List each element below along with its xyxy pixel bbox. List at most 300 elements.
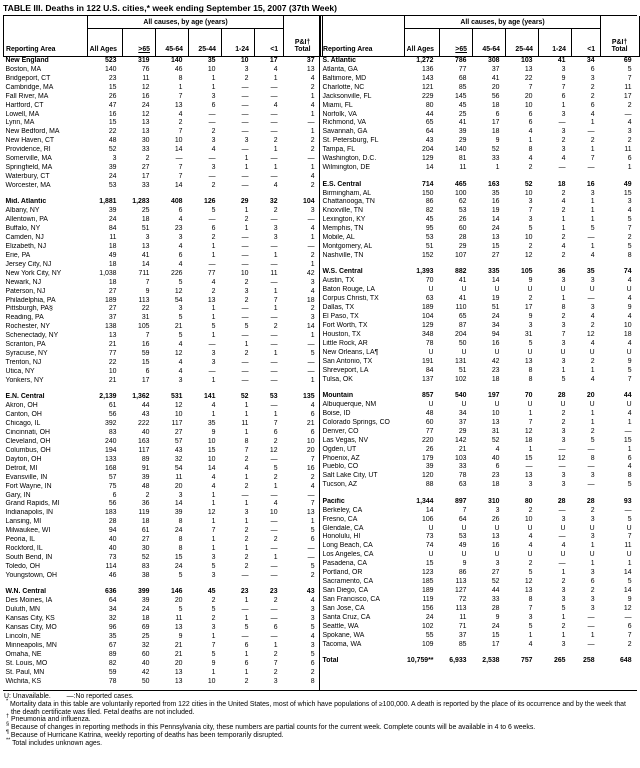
value-cell: 48 (141, 482, 150, 490)
value-cell: 3 (178, 305, 183, 313)
value-cell: 20 (174, 597, 183, 605)
value-cell: 43 (306, 588, 315, 596)
table-row (4, 563, 323, 572)
value-cell: 189 (422, 304, 434, 312)
value-cell: 23 (491, 472, 500, 480)
reporting-area-cell: Albany, NY (5, 207, 40, 215)
value-cell: 35 (207, 420, 216, 428)
value-cell: 2 (211, 615, 216, 623)
table-row (4, 624, 323, 633)
value-cell: 2 (561, 578, 566, 586)
value-cell: 30 (141, 137, 150, 145)
value-cell: 74 (425, 542, 434, 550)
value-cell: 39 (108, 207, 117, 215)
value-cell: 2 (244, 296, 249, 304)
value-cell: 6 (528, 119, 533, 127)
value-cell: 1 (244, 155, 249, 163)
value-cell: U (461, 286, 467, 294)
value-cell: 14 (425, 164, 434, 172)
table-row (4, 155, 323, 164)
table-row (4, 207, 323, 216)
value-cell: 10 (207, 455, 216, 463)
col-header-lt1: <1 (572, 29, 601, 57)
reporting-area-cell: Grand Rapids, MI (5, 500, 60, 508)
value-cell: 142 (455, 436, 467, 444)
value-cell: — (587, 164, 595, 172)
value-cell: 1 (561, 569, 566, 577)
reporting-area-cell: Tampa, FL (322, 146, 356, 154)
reporting-area-cell: Camden, NJ (5, 234, 44, 242)
value-cell: 33 (458, 463, 467, 471)
value-cell: 84 (425, 366, 434, 374)
value-cell: 5 (627, 366, 632, 374)
value-cell: 4 (178, 367, 183, 375)
reporting-area-cell: Cambridge, MA (5, 83, 54, 91)
value-cell: 34 (458, 409, 467, 417)
spacer-row (4, 386, 323, 394)
table-right-half (320, 16, 637, 690)
value-cell: 5 (561, 604, 566, 612)
value-cell: 2 (590, 427, 595, 435)
value-cell: 13 (306, 509, 315, 517)
value-cell: 12 (524, 578, 533, 586)
table-row (4, 119, 323, 128)
value-cell: — (241, 305, 249, 313)
value-cell: 4 (561, 155, 566, 163)
table-row (321, 507, 640, 516)
value-cell: 52 (491, 146, 500, 154)
value-cell: 32 (174, 455, 183, 463)
value-cell: — (270, 606, 278, 614)
reporting-area-cell: Portland, OR (322, 569, 363, 577)
value-cell: 133 (105, 455, 117, 463)
value-cell: 42 (306, 269, 315, 277)
reporting-area-cell: Corpus Christi, TX (322, 295, 379, 303)
value-cell: 104 (303, 198, 315, 206)
value-cell: 1 (211, 632, 216, 640)
table-row (321, 243, 640, 252)
value-cell: 20 (174, 482, 183, 490)
reporting-area-cell: W.N. Central (5, 588, 47, 596)
value-cell: 1 (310, 110, 315, 118)
value-cell: 2 (244, 482, 249, 490)
value-cell: — (270, 376, 278, 384)
reporting-area-cell: Phoenix, AZ (322, 454, 360, 462)
value-cell: 1 (310, 376, 315, 384)
value-cell: 3 (310, 278, 315, 286)
value-cell: 18 (141, 216, 150, 224)
value-cell: U (527, 551, 533, 559)
value-cell: 3 (244, 509, 249, 517)
value-cell: 2 (561, 313, 566, 321)
table-row (321, 349, 640, 358)
reporting-area-cell: Los Angeles, CA (322, 551, 374, 559)
value-cell: — (241, 101, 249, 109)
value-cell: 47 (108, 101, 117, 109)
value-cell: 4 (561, 542, 566, 550)
value-cell: 78 (425, 339, 434, 347)
value-cell: 1 (211, 518, 216, 526)
value-cell: — (558, 463, 566, 471)
value-cell: 41 (491, 74, 500, 82)
value-cell: 5 (178, 332, 183, 340)
value-cell: 39 (425, 463, 434, 471)
value-cell: 1 (211, 74, 216, 82)
table-row (4, 341, 323, 350)
value-cell: 204 (455, 330, 467, 338)
value-cell: 113 (455, 604, 467, 612)
value-cell: 50 (458, 339, 467, 347)
table-row (321, 401, 640, 410)
value-cell: 12 (141, 83, 150, 91)
value-cell: 6 (112, 491, 117, 499)
reporting-area-cell: Little Rock, AR (322, 339, 368, 347)
table-row (4, 554, 323, 563)
reporting-area-cell: Miami, FL (322, 101, 353, 109)
value-cell: 13 (108, 332, 117, 340)
value-cell: — (208, 119, 216, 127)
col-header-pi-total: P&I† Total (601, 29, 640, 57)
table-row (4, 536, 323, 545)
value-cell: 53 (425, 234, 434, 242)
value-cell: 3 (561, 436, 566, 444)
value-cell: 7 (178, 164, 183, 172)
reporting-area-cell: Albuquerque, NM (322, 400, 377, 408)
value-cell: 14 (141, 260, 150, 268)
value-cell: 55 (425, 631, 434, 639)
value-cell: 26 (491, 515, 500, 523)
table-row (4, 500, 323, 509)
table-row (4, 465, 323, 474)
reporting-area-cell: Long Beach, CA (322, 542, 373, 550)
value-cell: 2 (590, 92, 595, 100)
value-cell: 15 (141, 359, 150, 367)
value-cell: 16 (108, 110, 117, 118)
value-cell: — (624, 506, 632, 514)
value-cell: 8 (310, 677, 315, 685)
value-cell: 129 (422, 155, 434, 163)
table-row (321, 587, 640, 596)
table-row (4, 332, 323, 341)
value-cell: — (307, 545, 315, 553)
value-cell: 1 (528, 631, 533, 639)
value-cell: 4 (590, 313, 595, 321)
value-cell: 7 (178, 172, 183, 180)
value-cell: 1 (211, 314, 216, 322)
value-cell: 1 (310, 92, 315, 100)
value-cell: — (558, 164, 566, 172)
value-cell: 33 (141, 146, 150, 154)
table-row (321, 84, 640, 93)
table-row (4, 350, 323, 359)
value-cell: 23 (491, 366, 500, 374)
value-cell: 40 (141, 659, 150, 667)
value-cell: 1 (211, 243, 216, 251)
value-cell: 3 (178, 491, 183, 499)
value-cell: 27 (174, 429, 183, 437)
reporting-area-cell: W.S. Central (322, 268, 363, 276)
value-cell: U (428, 348, 434, 356)
col-header-45-64: 45-64 (156, 29, 189, 57)
value-cell: — (307, 341, 315, 349)
table-row (4, 102, 323, 111)
value-cell: 31 (491, 427, 500, 435)
value-cell: 9 (211, 659, 216, 667)
value-cell: 4 (273, 101, 278, 109)
reporting-area-cell: Seattle, WA (322, 622, 359, 630)
value-cell: 18 (108, 243, 117, 251)
value-cell: 1 (244, 225, 249, 233)
value-cell: — (241, 571, 249, 579)
value-cell: 29 (240, 198, 249, 206)
value-cell: 5 (310, 624, 315, 632)
table-row (321, 533, 640, 542)
col-header-ge65: >65 (440, 29, 473, 57)
value-cell: — (241, 234, 249, 242)
value-cell: 13 (491, 418, 500, 426)
spacer-row (4, 191, 323, 199)
value-cell: 3 (244, 65, 249, 73)
value-cell: 1 (244, 429, 249, 437)
value-cell: 52 (108, 146, 117, 154)
value-cell: 4 (310, 101, 315, 109)
value-cell: — (208, 110, 216, 118)
value-cell: 5 (273, 464, 278, 472)
reporting-area-cell: E.S. Central (322, 180, 362, 188)
value-cell: 17 (524, 304, 533, 312)
value-cell: 91 (141, 464, 150, 472)
table-row (4, 225, 323, 234)
table-row (4, 182, 323, 191)
value-cell: 27 (108, 305, 117, 313)
value-cell: 102 (455, 375, 467, 383)
value-cell: 7 (627, 375, 632, 383)
table-row (321, 340, 640, 349)
reporting-area-cell: Omaha, NE (5, 650, 42, 658)
value-cell: — (270, 402, 278, 410)
value-cell: 6 (273, 429, 278, 437)
value-cell: 106 (422, 515, 434, 523)
value-cell: 189 (105, 296, 117, 304)
value-cell: 1 (211, 305, 216, 313)
value-cell: 204 (422, 146, 434, 154)
value-cell: 85 (458, 640, 467, 648)
value-cell: 7 (310, 455, 315, 463)
value-cell: 7 (211, 527, 216, 535)
value-cell: 4 (273, 181, 278, 189)
value-cell: 45 (207, 588, 216, 596)
reporting-area-cell: Buffalo, NY (5, 225, 41, 233)
reporting-area-cell: Detroit, MI (5, 464, 38, 472)
value-cell: 9 (627, 304, 632, 312)
value-cell: 46 (108, 571, 117, 579)
value-cell: 3 (145, 234, 150, 242)
value-cell: 129 (422, 322, 434, 329)
legend-unavailable: U: Unavailable. (4, 693, 51, 700)
value-cell: 51 (491, 304, 500, 312)
value-cell: 114 (105, 562, 117, 570)
value-cell: 6 (211, 225, 216, 233)
value-cell: 3 (211, 359, 216, 367)
value-cell: — (270, 571, 278, 579)
value-cell: — (241, 260, 249, 268)
reporting-area-cell: El Paso, TX (322, 313, 359, 321)
value-cell: U (494, 286, 500, 294)
value-cell: 1,344 (416, 497, 434, 505)
table-row (4, 483, 323, 492)
value-cell: — (270, 615, 278, 623)
value-cell: 21 (306, 420, 315, 428)
reporting-area-cell: Austin, TX (322, 277, 355, 285)
value-cell: 56 (108, 500, 117, 508)
table-row (4, 509, 323, 518)
value-cell: 2 (561, 622, 566, 630)
value-cell: 12 (586, 330, 595, 338)
value-cell: 7 (590, 155, 595, 163)
value-cell: 37 (491, 65, 500, 73)
value-cell: — (241, 632, 249, 640)
table-row (321, 102, 640, 111)
value-cell: 10 (524, 515, 533, 523)
value-cell: 56 (108, 411, 117, 419)
value-cell: — (270, 260, 278, 268)
value-cell: 20 (174, 659, 183, 667)
value-cell: 71 (458, 622, 467, 630)
value-cell: — (270, 314, 278, 322)
value-cell: 10 (306, 437, 315, 445)
value-cell: 89 (108, 650, 117, 658)
value-cell: — (175, 155, 183, 163)
reporting-area-cell: Jacksonville, FL (322, 92, 372, 100)
value-cell: 10 (524, 234, 533, 242)
value-cell: 27 (141, 536, 150, 544)
col-header-1-24: 1-24 (539, 29, 572, 57)
value-cell: 2 (273, 650, 278, 658)
value-cell: 2 (273, 207, 278, 215)
section-row (321, 268, 640, 277)
value-cell: 2 (211, 287, 216, 295)
section-row (321, 657, 640, 666)
table-row (4, 606, 323, 615)
spacer-row (321, 490, 640, 498)
value-cell: 3 (561, 595, 566, 603)
value-cell: 93 (623, 497, 632, 505)
value-cell: 12 (623, 604, 632, 612)
table-row (4, 164, 323, 173)
value-cell: 3 (561, 427, 566, 435)
reporting-area-cell: Berkeley, CA (322, 506, 363, 514)
reporting-area-cell: Elizabeth, NJ (5, 243, 47, 251)
reporting-area-cell: San Antonio, TX (322, 357, 373, 365)
value-cell: 20 (306, 446, 315, 454)
value-cell: U (494, 400, 500, 408)
value-cell: U (626, 524, 632, 532)
value-cell: 11 (241, 420, 249, 428)
value-cell: 41 (458, 295, 467, 303)
value-cell: 4 (244, 464, 249, 472)
value-cell: 12 (524, 427, 533, 435)
reporting-area-cell: Tacoma, WA (322, 640, 362, 648)
value-cell: 85 (458, 83, 467, 91)
value-cell: 143 (422, 74, 434, 82)
value-cell: 119 (422, 595, 434, 603)
value-cell: 1 (273, 350, 278, 358)
reporting-area-cell: Shreveport, LA (322, 366, 369, 374)
value-cell: 5 (211, 207, 216, 215)
value-cell: 2 (310, 181, 315, 189)
value-cell: 54 (174, 464, 183, 472)
value-cell: 53 (108, 181, 117, 189)
value-cell: 60 (458, 225, 467, 233)
value-cell: 53 (269, 393, 278, 401)
value-cell: 2 (273, 437, 278, 445)
value-cell: 3 (528, 216, 533, 224)
value-cell: — (270, 172, 278, 180)
value-cell: 3 (627, 128, 632, 136)
reporting-area-cell: Akron, OH (5, 402, 38, 410)
value-cell: 4 (590, 251, 595, 259)
table-row (4, 642, 323, 651)
value-cell: 16 (141, 341, 150, 349)
value-cell: 8 (178, 545, 183, 553)
value-cell: — (270, 278, 278, 286)
value-cell: 11 (142, 74, 150, 82)
value-cell: 10 (174, 137, 183, 145)
reporting-area-cell: Ogden, UT (322, 445, 357, 453)
value-cell: 135 (303, 393, 315, 401)
value-cell: 2 (211, 234, 216, 242)
reporting-area-cell: Richmond, VA (322, 119, 367, 127)
value-cell: 8 (528, 595, 533, 603)
table-row (321, 198, 640, 207)
value-cell: 9 (145, 287, 150, 295)
table-row (4, 633, 323, 642)
value-cell: 13 (141, 119, 150, 127)
reporting-area-cell: New England (5, 57, 49, 64)
value-cell: 5 (178, 314, 183, 322)
value-cell: 1 (590, 542, 595, 550)
value-cell: — (270, 518, 278, 526)
value-cell: 4 (310, 225, 315, 233)
value-cell: 34 (108, 606, 117, 614)
value-cell: 3 (561, 472, 566, 480)
value-cell: 137 (422, 375, 434, 383)
reporting-area-cell: Springfield, MA (5, 164, 53, 172)
header-blank (601, 16, 640, 29)
value-cell: 2 (310, 137, 315, 145)
value-cell: 3 (528, 481, 533, 489)
value-cell: 52 (524, 180, 533, 188)
value-cell: — (241, 128, 249, 136)
value-cell: U (589, 551, 595, 559)
value-cell: 1 (244, 207, 249, 215)
reporting-area-cell: Fresno, CA (322, 515, 358, 523)
value-cell: 46 (174, 65, 183, 73)
value-cell: 7 (273, 420, 278, 428)
value-cell: 1 (590, 409, 595, 417)
value-cell: 39 (141, 473, 150, 481)
value-cell: — (624, 427, 632, 435)
value-cell: 1 (561, 216, 566, 224)
value-cell: 5 (178, 571, 183, 579)
value-cell: 4 (273, 65, 278, 73)
value-cell: 1 (310, 234, 315, 242)
table-row (4, 651, 323, 660)
value-cell: 5 (627, 481, 632, 489)
value-cell: — (241, 92, 249, 100)
value-cell: 19 (491, 295, 500, 303)
value-cell: 1 (211, 411, 216, 419)
